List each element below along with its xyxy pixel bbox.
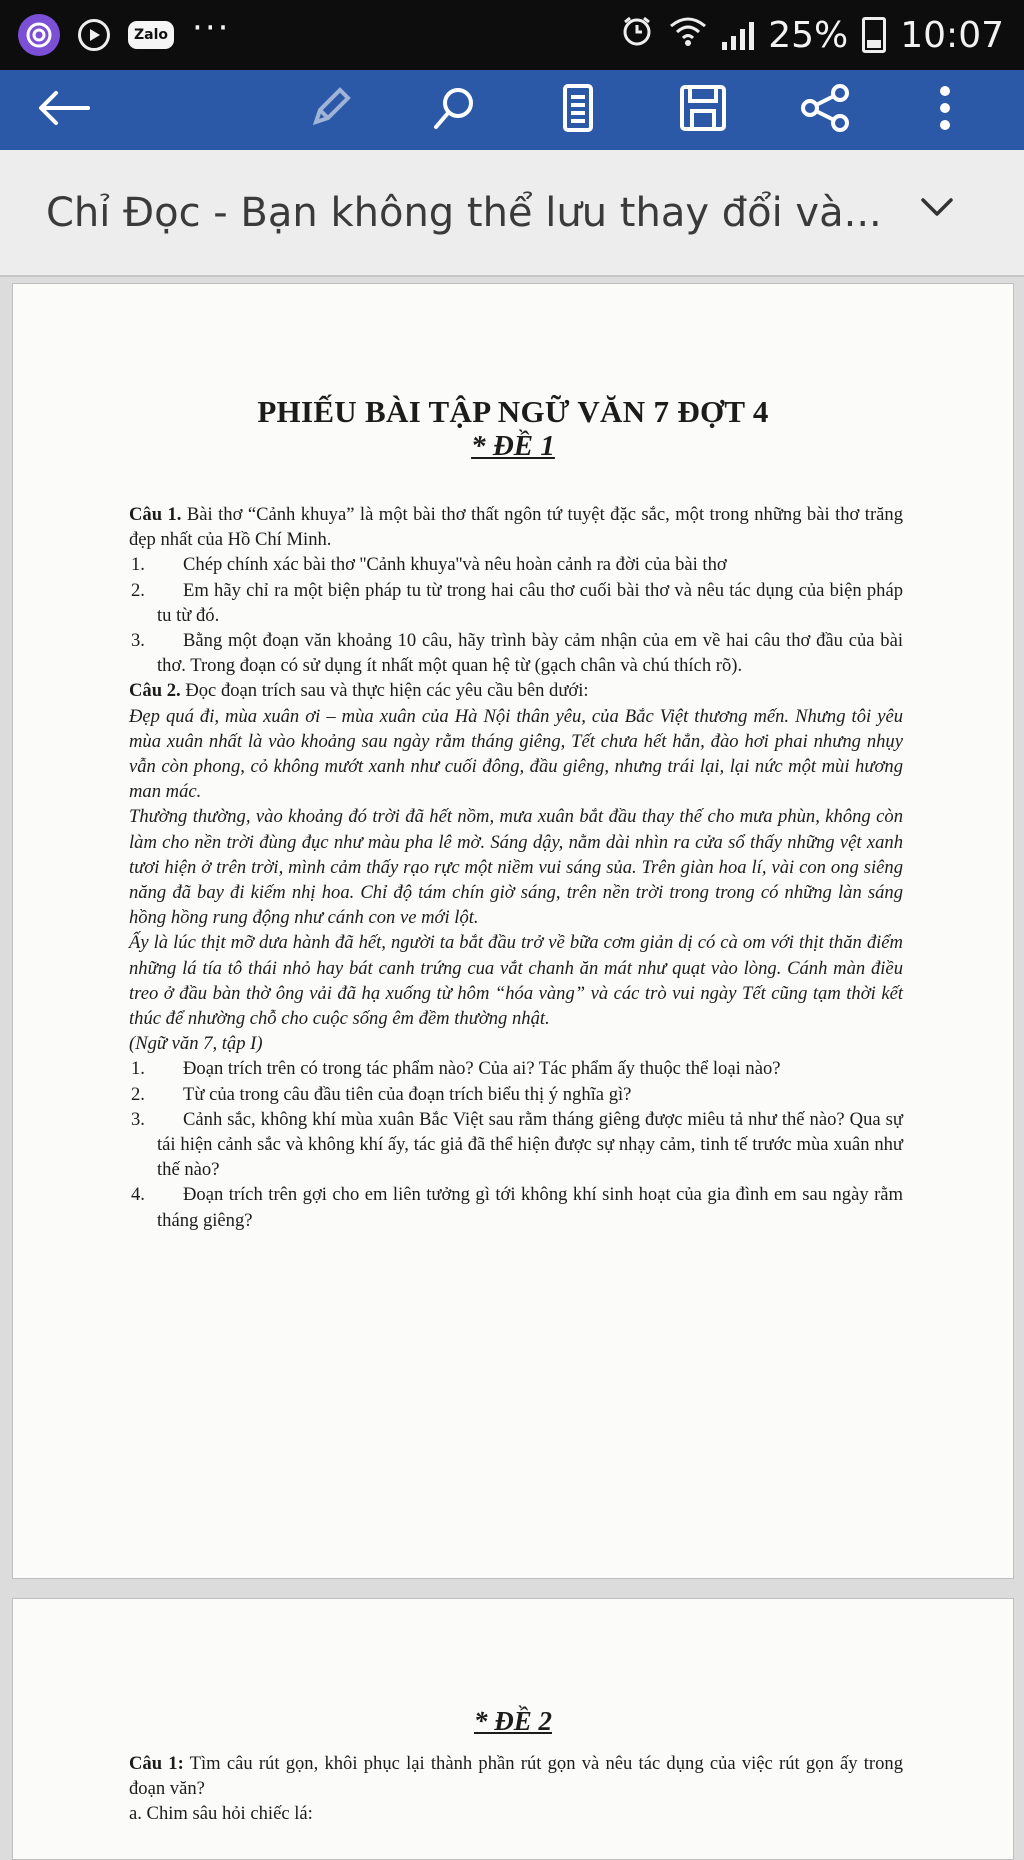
question-1: Câu 1. Bài thơ “Cảnh khuya” là một bài thơ thất ngôn tứ tuyệt đặc sắc, một trong những bài thơ trăng đẹp nhất của Hồ Chí Minh. [129,504,903,551]
signal-icon [722,20,754,50]
reading-view-icon [560,83,596,137]
read-only-banner[interactable] [0,150,1024,277]
edit-button[interactable] [300,70,360,150]
share-icon [798,83,852,137]
battery-icon [862,17,886,53]
pen-icon [308,86,352,134]
more-vertical-icon [938,83,952,137]
status-bar [0,0,1024,70]
app-toolbar [0,70,1024,150]
list-item: 3. Cảnh sắc, không khí mùa xuân Bắc Việt sau rằm tháng giêng được miêu tả như thế nào? Qua sự tái hiện cảnh sắc và không khí ấy, tác giả đã thể hiện được sự nhạy cảm, tinh tế trước mùa xuân như thế nào? [131,1108,903,1181]
passage-source: (Ngữ văn 7, tập I) [129,1033,263,1055]
list-item: 2. Em hãy chỉ ra một biện pháp tu từ trong hai câu thơ cuối bài thơ và nêu tác dụng của biện pháp tu từ đó. [131,579,903,626]
read-only-message: Chỉ Đọc - Bạn không thể lưu thay đổi và... [46,189,882,236]
zalo-notification-icon: Zalo [128,21,174,49]
wifi-icon [668,15,708,56]
reading-view-button[interactable] [548,70,608,150]
search-icon [430,83,480,137]
document-page-1 [12,283,1014,1579]
back-button[interactable] [24,70,104,150]
chevron-down-icon[interactable] [920,196,954,222]
more-options-button[interactable] [920,70,970,150]
list-item: 4. Đoạn trích trên gợi cho em liên tưởng gì tới không khí sinh hoạt của gia đình em sau ngày rằm tháng giêng? [131,1184,903,1231]
question-2: Câu 2. Đọc đoạn trích sau và thực hiện các yêu cầu bên dưới: [129,680,589,702]
passage-paragraph: Ấy là lúc thịt mỡ dưa hành đã hết, người ta bắt đầu trở về bữa cơm giản dị có cà om với thịt thăn điểm những lá tía tô thái nhỏ hay bát canh trứng cua vắt chanh ăn mát như quạt vào lòng. Cánh màn điều treo ở đầu bàn thờ ông vải đã hạ xuống từ hôm “hóa vàng” và các trò vui ngày Tết cũng tạm thời kết thúc để nhường chỗ cho cuộc sống êm đềm thường nhật. [129,932,903,1030]
passage-paragraph: Đẹp quá đi, mùa xuân ơi – mùa xuân của Hà Nội thân yêu, của Bắc Việt thương mến. Nhưng tôi yêu mùa xuân nhất là vào khoảng sau ngày rằm tháng giêng, Tết chưa hết hẳn, đào hơi phai nhưng nhụy vẫn còn phong, cỏ không mướt xanh như cuối đông, đầu giêng, nhưng trái lại, lại nức một mùi hương man mác. [129,705,903,803]
section-heading: * ĐỀ 2 [473,1706,552,1736]
play-notification-icon [78,19,110,51]
battery-percent: 25% [768,14,849,56]
list-item: 2. Từ của trong câu đầu tiên của đoạn trích biểu thị ý nghĩa gì? [131,1083,632,1105]
alarm-icon [620,14,654,57]
more-notifications-indicator: ··· [192,8,231,48]
save-icon [678,83,728,137]
document-body [129,1751,903,1827]
document-body [129,502,903,1233]
back-arrow-icon [36,88,92,132]
document-page-2 [12,1598,1014,1860]
passage-paragraph: Thường thường, vào khoảng đó trời đã hết nồm, mưa xuân bắt đầu thay thế cho mưa phùn, không còn làm cho nền trời đùng đục như màu pha lê mờ. Sáng dậy, nằm dài nhìn ra cửa sổ thấy những vệt xanh tươi hiện ở trên trời, mình cảm thấy rạo rực một niềm vui sáng sủa. Trên giàn hoa lí, vài con ong siêng năng đã bay đi kiếm nhị hoa. Chỉ độ tám chín giờ sáng, trên nền trời trong trong có những làn sáng hồng hồng rung động như cánh con ve mới lột. [129,806,903,929]
spiral-app-icon [18,14,60,56]
search-button[interactable] [420,70,490,150]
question-1: Câu 1: Tìm câu rút gọn, khôi phục lại thành phần rút gọn và nêu tác dụng của việc rút gọn ấy trong đoạn văn? [129,1753,903,1800]
document-subtitle: * ĐỀ 1 [471,430,555,462]
list-item: 1. Chép chính xác bài thơ ''Cảnh khuya''và nêu hoàn cảnh ra đời của bài thơ [131,554,727,576]
share-button[interactable] [790,70,860,150]
list-item: 3. Bằng một đoạn văn khoảng 10 câu, hãy trình bày cảm nhận của em về hai câu thơ đầu của bài thơ. Trong đoạn có sử dụng ít nhất một quan hệ từ (gạch chân và chú thích rõ). [131,630,903,677]
option-a: a. Chim sâu hỏi chiếc lá: [129,1803,313,1825]
document-title: PHIẾU BÀI TẬP NGỮ VĂN 7 ĐỢT 4 [257,394,769,429]
list-item: 1. Đoạn trích trên có trong tác phẩm nào? Của ai? Tác phẩm ấy thuộc thể loại nào? [131,1058,781,1080]
save-button[interactable] [668,70,738,150]
clock: 10:07 [900,14,1004,56]
